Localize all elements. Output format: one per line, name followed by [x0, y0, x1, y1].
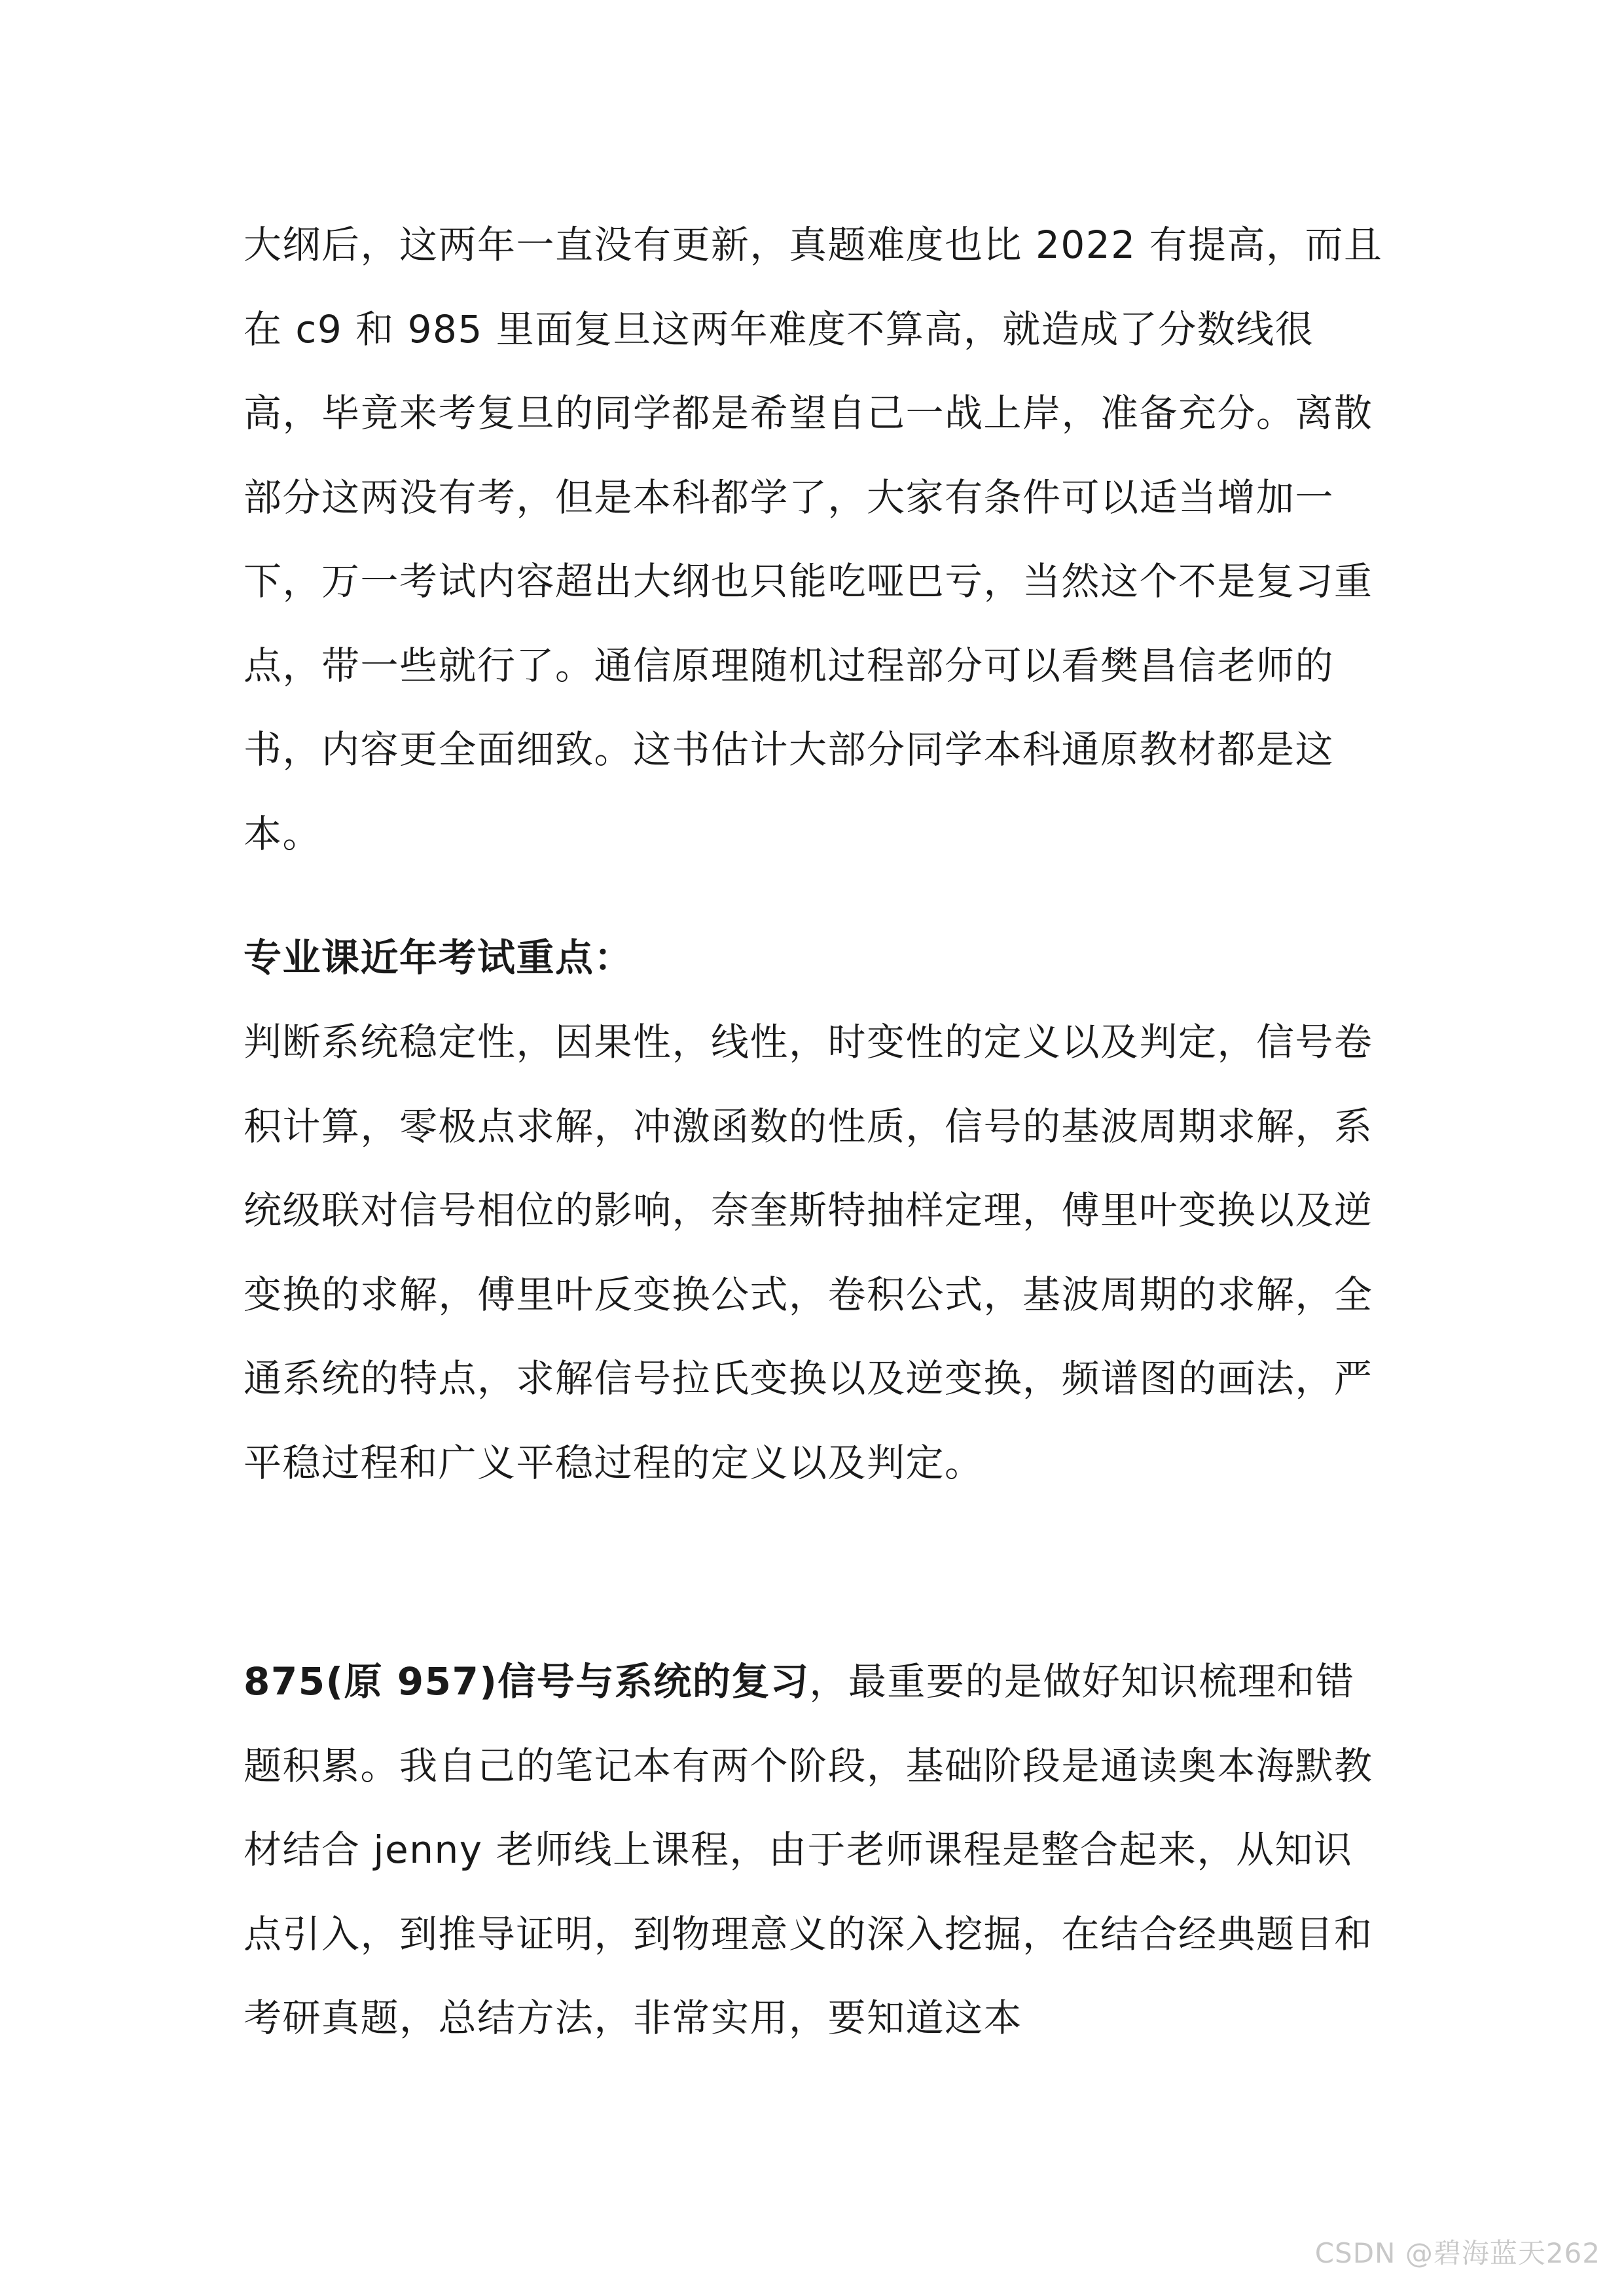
review-body: ，最重要的是做好知识梳理和错题积累。我自己的笔记本有两个阶段，基础阶段是通读奥本海默教材结合 jenny 老师线上课程，由于老师课程是整合起来，从知识点引入，到推导证明，到物理意义的深入挖掘，在结合经典题目和考研真题，总结方法，非常实用，要知道这本	[244, 1659, 1373, 2040]
paragraph-exam-trends: 大纲后，这两年一直没有更新，真题难度也比 2022 有提高，而且在 c9 和 985 里面复旦这两年难度不算高，就造成了分数线很高，毕竟来考复旦的同学都是希望自己一战上岸，准备充分。离散部分这两没有考，但是本科都学了，大家有条件可以适当增加一下，万一考试内容超出大纲也只能吃哑巴亏，当然这个不是复习重点，带一些就行了。通信原理随机过程部分可以看樊昌信老师的书，内容更全面细致。这书估计大部分同学本科通原教材都是这本。	[244, 223, 1383, 856]
csdn-watermark: CSDN @碧海蓝天262	[1314, 2237, 1600, 2269]
paragraph-review-method	[244, 1640, 1389, 2060]
paragraph-exam-topics: 判断系统稳定性，因果性，线性，时变性的定义以及判定，信号卷积计算，零极点求解，冲激函数的性质，信号的基波周期求解，系统级联对信号相位的影响，奈奎斯特抽样定理，傅里叶变换以及逆变换的求解，傅里叶反变换公式，卷积公式，基波周期的求解，全通系统的特点，求解信号拉氏变换以及逆变换，频谱图的画法，严平稳过程和广义平稳过程的定义以及判定。	[244, 1020, 1373, 1485]
section-heading-exam-focus: 专业课近年考试重点：	[244, 935, 634, 980]
review-title-bold: 875(原 957)信号与系统的复习	[244, 1659, 810, 1704]
